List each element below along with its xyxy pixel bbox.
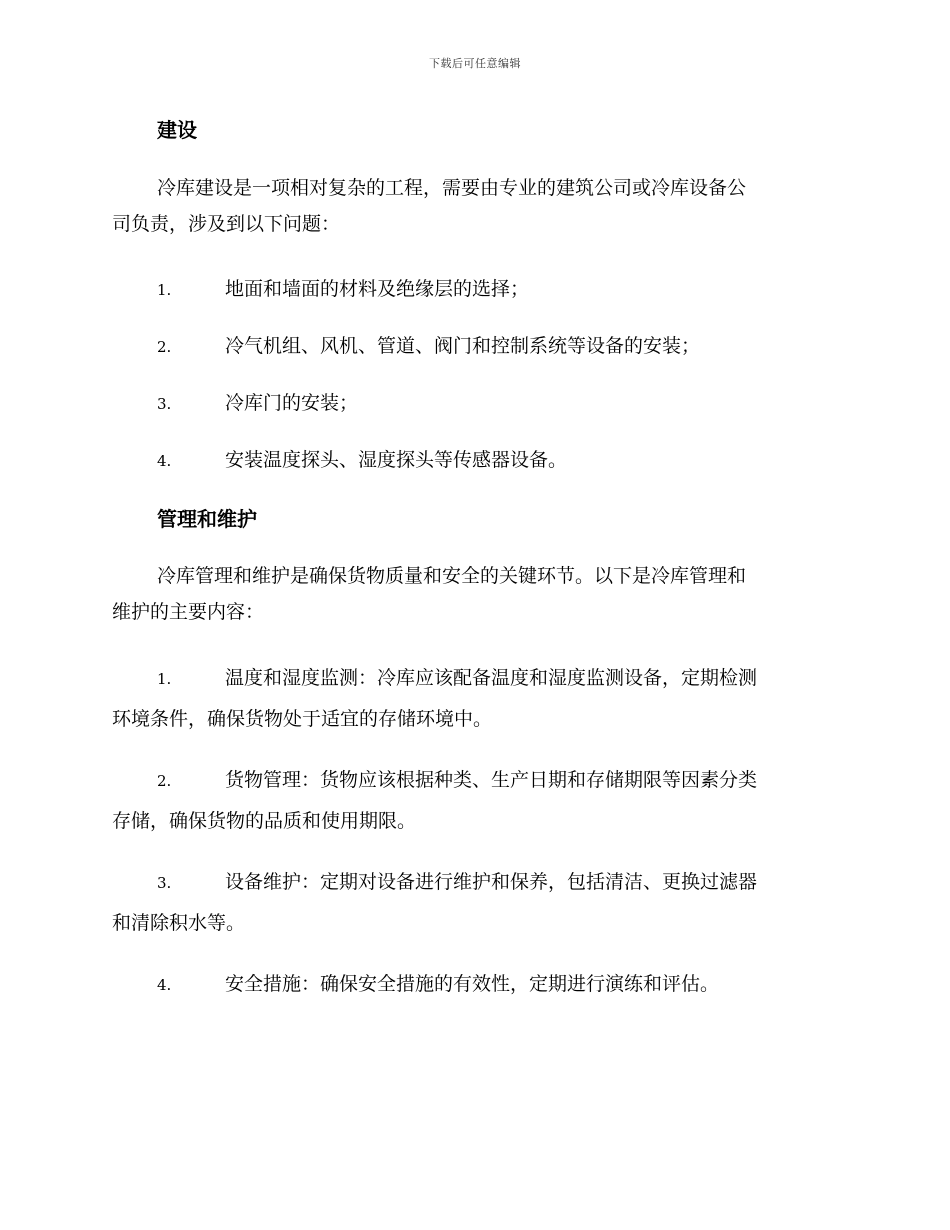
list-item: [112, 757, 837, 859]
section-heading-management: 管理和维护: [157, 507, 257, 531]
list-item: [112, 859, 837, 961]
list-text: 设备维护：定期对设备进行维护和保养，包括清洁、更换过滤器: [225, 871, 758, 893]
section2-intro: [112, 558, 837, 630]
intro-line: 维护的主要内容：: [112, 601, 265, 623]
list-text: 安全措施：确保安全措施的有效性，定期进行演练和评估。: [225, 973, 720, 995]
list-number: 1.: [157, 670, 172, 688]
list-number: 4.: [157, 976, 172, 994]
list-number: 2.: [157, 772, 172, 790]
section2-list: [112, 655, 837, 1021]
list-item: [112, 380, 837, 437]
list-item: [112, 437, 837, 494]
list-text: 温度和湿度监测：冷库应该配备温度和湿度监测设备，定期检测: [225, 667, 758, 689]
list-text: 冷库门的安装；: [225, 392, 359, 414]
list-number: 3.: [157, 874, 172, 892]
section1-intro: [112, 170, 837, 242]
list-text: 冷气机组、风机、管道、阀门和控制系统等设备的安装；: [225, 335, 701, 357]
list-item: [112, 266, 837, 323]
list-text: 地面和墙面的材料及绝缘层的选择；: [225, 278, 530, 300]
list-item: [112, 655, 837, 757]
list-text-continued: 环境条件，确保货物处于适宜的存储环境中。: [112, 708, 493, 730]
section1-list: [112, 266, 837, 494]
list-number: 3.: [157, 395, 172, 413]
list-item: [112, 323, 837, 380]
section-heading-construction: 建设: [157, 118, 197, 142]
list-number: 1.: [157, 281, 172, 299]
list-number: 4.: [157, 452, 172, 470]
intro-line: 冷库建设是一项相对复杂的工程，需要由专业的建筑公司或冷库设备公: [157, 177, 747, 199]
list-number: 2.: [157, 338, 172, 356]
intro-line: 司负责，涉及到以下问题：: [112, 213, 341, 235]
list-text-continued: 和清除积水等。: [112, 912, 246, 934]
list-text-continued: 存储，确保货物的品质和使用期限。: [112, 810, 417, 832]
header-note: 下载后可任意编辑: [429, 57, 521, 70]
intro-line: 冷库管理和维护是确保货物质量和安全的关键环节。以下是冷库管理和: [157, 565, 747, 587]
list-item: [112, 961, 837, 1021]
list-text: 安装温度探头、湿度探头等传感器设备。: [225, 449, 568, 471]
list-text: 货物管理：货物应该根据种类、生产日期和存储期限等因素分类: [225, 769, 758, 791]
